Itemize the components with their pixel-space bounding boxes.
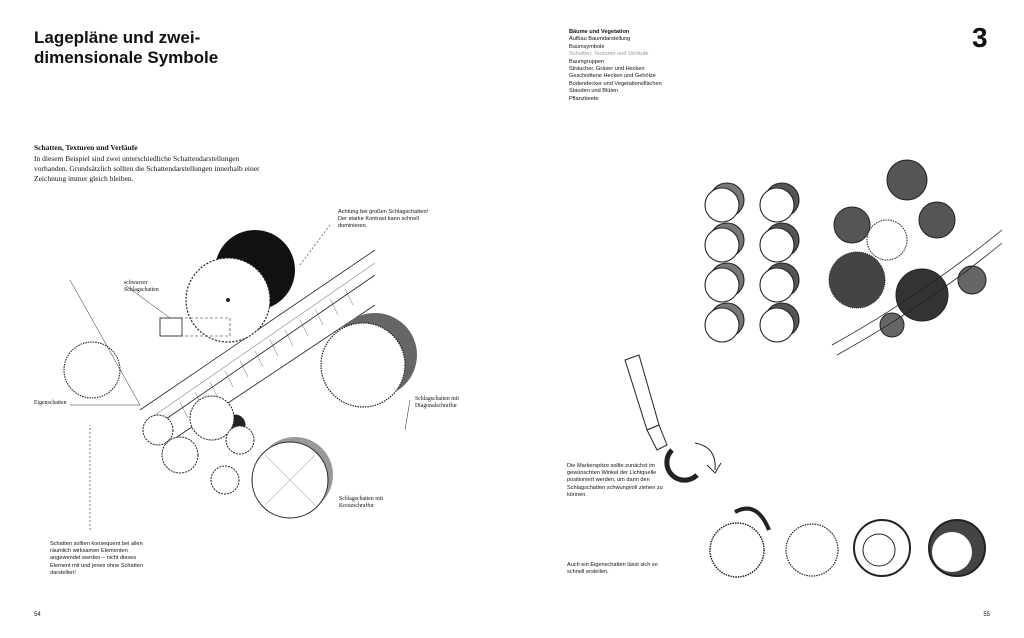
site-plan-illustration — [30, 230, 450, 560]
toc-item: Stauden und Blüten — [569, 88, 619, 95]
chapter-number: 3 — [972, 22, 988, 53]
annotation-achtung: Achtung bei großen Schlagschatten! Der starke Kontrast kann schnell dominieren. — [338, 209, 429, 230]
tree-small-left — [64, 342, 120, 398]
tree-group — [829, 160, 986, 337]
page-title: Lagepläne und zwei-dimensionale Symbole — [34, 28, 219, 67]
marker-icon — [625, 355, 667, 450]
tree-rows-illustration — [682, 145, 1002, 360]
chapter-toc — [569, 29, 662, 103]
annotation-kreuzschraffur: Schlagschatten mit Kreuzschraffur — [339, 496, 383, 510]
tree-diagonal — [321, 323, 405, 407]
annotation-konsequent: Schatten sollten konsequent bei allen räumlich wirksamen Elementen angewendet werden – nicht dieses Element mit und jenes ohne Schatten darstellen! — [50, 541, 143, 576]
annotation-schwarzer-schlagschatten: schwarzer Schlagschatten — [124, 280, 159, 294]
toc-item: Sträucher, Gräser und Hecken — [569, 66, 645, 73]
shadow-steps-illustration — [697, 500, 997, 590]
toc-item-active: Schatten, Texturen und Verläufe — [569, 51, 649, 58]
toc-item: Aufbau Baumdarstellung — [569, 36, 631, 43]
right-page — [512, 0, 1024, 638]
page-number: 54 — [34, 612, 41, 618]
annotation-diagonalschraffur: Schlagschatten mit Diagonalschraffur — [415, 396, 459, 410]
toc-item: Bodendecker und Vegetationsflächen — [569, 80, 662, 87]
section-heading: Schatten, Texturen und Verläufe — [34, 143, 138, 152]
intro-text: In diesem Beispiel sind zwei unterschiedliche Schattendarstellungen vorhanden. Grundsätzlich sollten die Schattendarstellungen innerhalb einer Zeichnung immer gleich bleiben. — [34, 154, 260, 183]
tree-cluster — [143, 396, 254, 494]
annotation-eigenschatten-erstellen: Auch ein Eigenschatten lässt sich so schnell erstellen. — [567, 562, 658, 576]
toc-item: Bäume und Vegetation — [569, 29, 630, 35]
toc-item: Pflanzbeete — [569, 95, 599, 102]
page-number: 55 — [983, 612, 990, 618]
toc-item: Geschnittene Hecken und Gehölze — [569, 73, 656, 80]
toc-item: Baumsymbole — [569, 43, 605, 50]
annotation-markerspitze: Die Markerspitze sollte zunächst im gewünschten Winkel der Lichtquelle positioniert werden, um dann den Schlagschatten schwungvoll ziehen zu können. — [567, 463, 663, 498]
annotation-eigenschatten: Eigenschatten — [34, 400, 67, 406]
toc-item: Baumgruppen — [569, 58, 605, 65]
